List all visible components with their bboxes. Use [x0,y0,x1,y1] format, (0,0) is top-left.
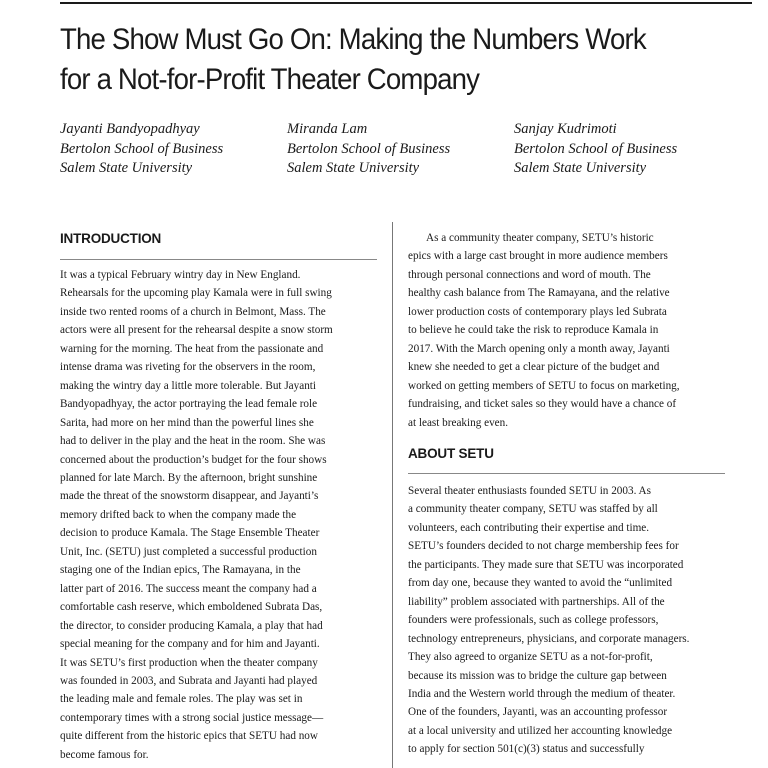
text-line: They also agreed to organize SETU as a not-for-profit, [408,651,653,664]
author-university: Salem State University [60,160,193,176]
text-line: fundraising, and ticket sales so they would have a chance of [408,398,677,411]
text-line: As a community theater company, SETU’s historic [426,232,654,244]
text-line: a community theater company, SETU was staffed by all [408,503,658,516]
author-1 [60,120,223,179]
text-line: It was SETU’s first production when the theater company [60,656,318,669]
text-line: It was a typical February wintry day in New England. [60,269,301,281]
text-line: inside two rented rooms of a church in Belmont, Mass. The [60,305,326,318]
about-setu-heading-rule [408,473,725,474]
text-line: through personal connections and word of mouth. The [408,268,651,281]
author-university: Salem State University [287,160,420,176]
text-line: Unit, Inc. (SETU) just completed a successful production [60,545,317,558]
text-line: making the wintry day a little more tolerable. But Jayanti [60,379,317,392]
text-line: Rehearsals for the upcoming play Kamala were in full swing [60,287,332,300]
title-line-2: for a Not-for-Profit Theater Company [60,63,480,96]
text-line: worked on getting members of SETU to focus on marketing, [408,379,680,392]
author-school: Bertolon School of Business [514,140,678,157]
text-line: the director, to consider producing Kamala, a play that had [60,619,323,632]
text-line: One of the founders, Jayanti, was an accounting professor [408,706,668,719]
text-line: had to deliver in the play and the heat in the room. She was [60,435,326,448]
text-line: was founded in 2003, and Subrata and Jayanti had played [60,674,318,687]
text-line: epics with a large cast brought in more audience members [408,250,668,263]
author-2 [287,120,450,179]
text-line: Sarita, had more on her mind than the powerful lines she [60,416,314,429]
text-line: made the threat of the snowstorm disappear, and Jayanti’s [60,490,319,503]
column-divider [392,222,393,768]
text-line: lower production costs of contemporary plays led Subrata [408,305,667,318]
article-title [60,20,695,100]
text-line: actors were all present for the rehearsal despite a snow storm [60,324,333,337]
text-line: warning for the morning. The heat from the passionate and [60,342,324,355]
text-line: at least breaking even. [408,416,509,429]
author-university: Salem State University [514,160,647,176]
introduction-heading: INTRODUCTION [60,231,162,246]
text-line: contemporary times with a strong social justice message— [60,711,324,724]
text-line: comfortable cash reserve, which emboldened Subrata Das, [60,601,323,614]
text-line: intense drama was riveting for the observers in the room, [60,361,316,374]
author-3 [514,120,677,179]
text-line: the leading male and female roles. The play was set in [60,693,303,706]
about-setu-paragraph [408,482,689,759]
text-line: Several theater enthusiasts founded SETU in 2003. As [408,485,651,497]
text-line: at a local university and utilized her accounting knowledge [408,724,673,737]
text-line: because its mission was to bridge the culture gap between [408,669,667,682]
text-line: become famous for. [60,748,149,761]
text-line: healthy cash balance from The Ramayana, and the relative [408,287,670,300]
text-line: SETU’s founders decided to not charge membership fees for [408,540,679,553]
author-name: Jayanti Bandyopadhyay [60,121,200,137]
text-line: to apply for section 501(c)(3) status and successfully [408,743,645,756]
about-setu-heading: ABOUT SETU [408,446,494,461]
title-line-1: The Show Must Go On: Making the Numbers Work [60,23,646,56]
top-rule [60,2,752,4]
text-line: latter part of 2016. The success meant the company had a [60,582,317,595]
text-line: the participants. They made sure that SETU was incorporated [408,558,684,571]
text-line: India and the Western world through the medium of theater. [408,687,676,700]
author-school: Bertolon School of Business [287,140,451,157]
text-line: memory drifted back to when the company made the [60,508,297,521]
text-line: special meaning for the company and for him and Jayanti. [60,638,320,651]
author-school: Bertolon School of Business [60,140,224,157]
author-name: Miranda Lam [287,121,368,137]
text-line: Bandyopadhyay, the actor portraying the lead female role [60,398,318,411]
text-line: volunteers, each contributing their expertise and time. [408,521,650,534]
text-line: founders were professionals, such as college professors, [408,614,659,627]
introduction-paragraph [60,266,333,764]
introduction-heading-rule [60,259,377,260]
text-line: to believe he could take the risk to reproduce Kamala in [408,324,659,337]
text-line: decision to produce Kamala. The Stage Ensemble Theater [60,527,320,540]
author-name: Sanjay Kudrimoti [514,121,617,137]
intro-continued-paragraph [408,229,680,432]
text-line: concerned about the production’s budget for the four shows [60,453,327,466]
text-line: technology entrepreneurs, physicians, and corporate managers. [408,632,690,645]
text-line: quite different from the historic epics that SETU had now [60,730,318,743]
text-line: planned for late March. By the afternoon, bright sunshine [60,471,318,484]
text-line: liability” problem associated with partnerships. All of the [408,595,665,608]
text-line: staging one of the Indian epics, The Ramayana, in the [60,564,301,577]
text-line: knew she needed to get a clear picture of the budget and [408,361,660,374]
text-line: from day one, because they wanted to avoid the “unlimited [408,577,673,590]
text-line: 2017. With the March opening only a month away, Jayanti [408,342,670,355]
